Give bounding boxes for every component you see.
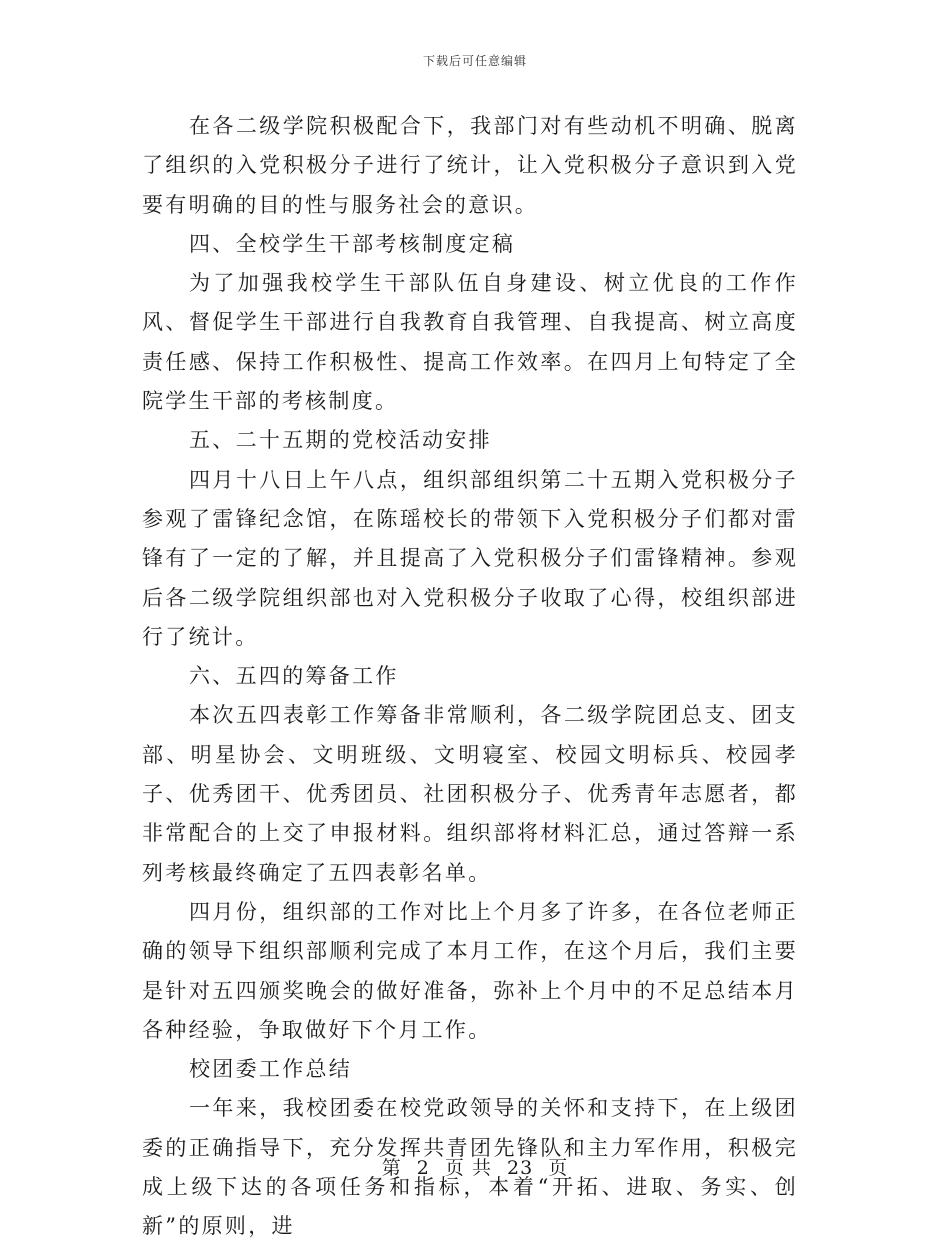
paragraph: 四月十八日上午八点，组织部组织第二十五期入党积极分子参观了雷锋纪念馆，在陈瑶校长的带领下入党积极分子们都对雷锋有了一定的了解，并且提高了入党积极分子们雷锋精神。参观后各二级学院组织部也对入党积极分子收取了心得，校组织部进行了统计。 [142, 467, 798, 649]
paragraph: 在各二级学院积极配合下，我部门对有些动机不明确、脱离了组织的入党积极分子进行了统计，让入党积极分子意识到入党要有明确的目的性与服务社会的意识。 [142, 114, 798, 217]
section-heading: 校团委工作总结 [189, 1057, 353, 1082]
page-header: 下载后可任意编辑 [422, 54, 527, 68]
paragraph: 为了加强我校学生干部队伍自身建设、树立优良的工作作风、督促学生干部进行自我教育自我管理、自我提高、树立高度责任感、保持工作积极性、提高工作效率。在四月上旬特定了全院学生干部的考核制度。 [142, 271, 798, 414]
paragraph: 本次五四表彰工作筹备非常顺利，各二级学院团总支、团支部、明星协会、文明班级、文明寝室、校园文明标兵、校园孝子、优秀团干、优秀团员、社团积极分子、优秀青年志愿者，都非常配合的上交了申报材料。组织部将材料汇总，通过答辩一系列考核最终确定了五四表彰名单。 [142, 703, 798, 885]
paragraph: 一年来，我校团委在校党政领导的关怀和支持下，在上级团委的正确指导下，充分发挥共青团先锋队和主力军作用，积极完成上级下达的各项任务和指标，本着“开拓、进取、务实、创新”的原则，进 [142, 1096, 798, 1239]
section-heading: 六、五四的筹备工作 [189, 664, 399, 689]
document-body [142, 107, 798, 1247]
paragraph: 四月份，组织部的工作对比上个月多了许多，在各位老师正确的领导下组织部顺利完成了本月工作，在这个月后，我们主要是针对五四颁奖晚会的做好准备，弥补上个月中的不足总结本月各种经验，争取做好下个月工作。 [142, 899, 798, 1042]
section-heading: 四、全校学生干部考核制度定稿 [189, 231, 516, 256]
footer-prefix: 第 [381, 1157, 402, 1179]
current-page-number: 2 [416, 1157, 430, 1179]
section-heading: 五、二十五期的党校活动安排 [189, 428, 492, 453]
footer-middle: 页 共 [444, 1157, 492, 1179]
total-page-count: 23 [507, 1157, 534, 1179]
footer-suffix: 页 [548, 1157, 569, 1179]
page-number-footer [0, 1153, 950, 1180]
